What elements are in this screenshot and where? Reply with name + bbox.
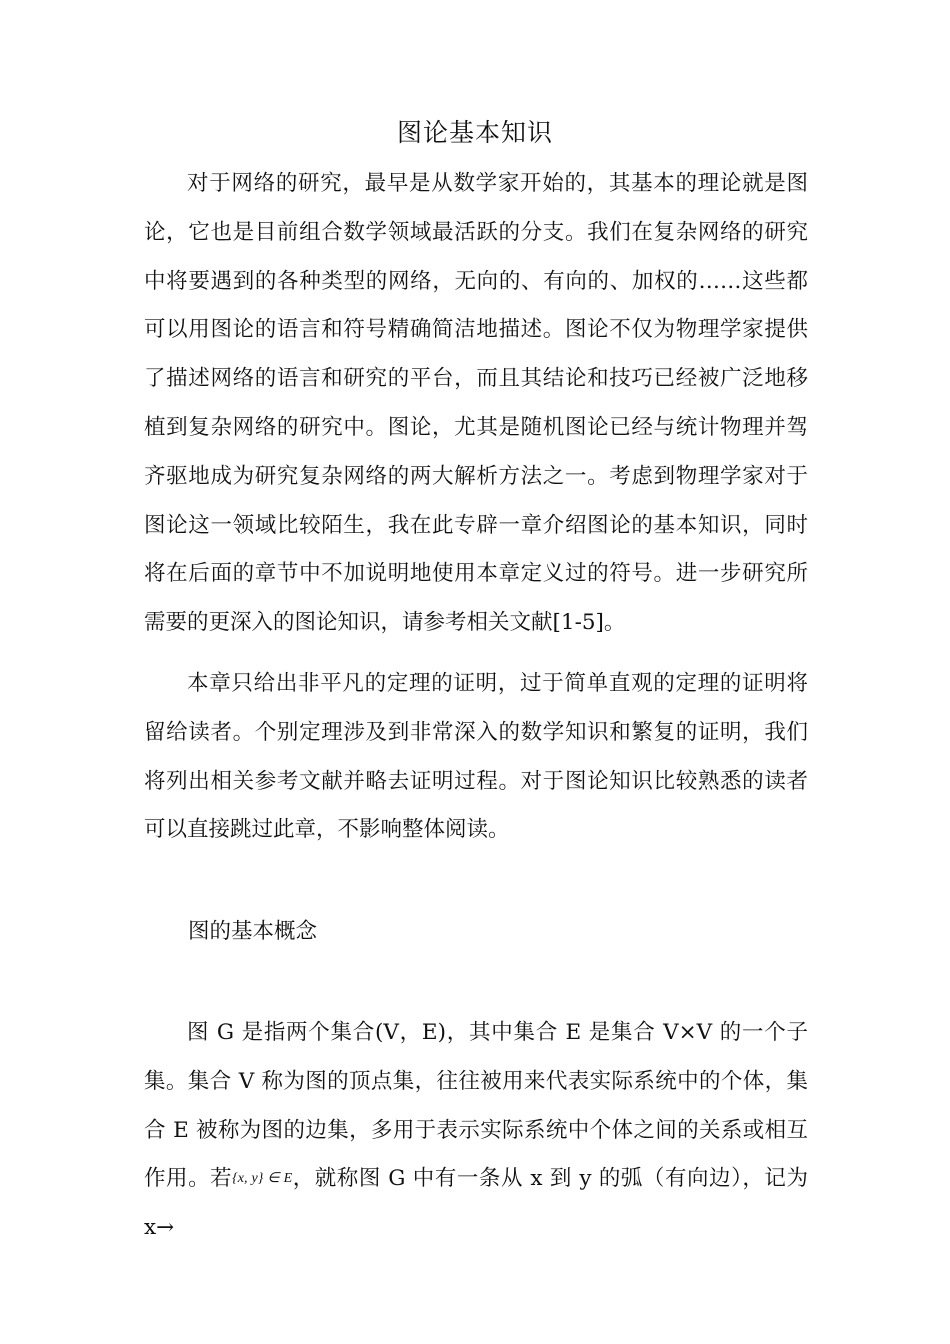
intro-paragraph-2: 本章只给出非平凡的定理的证明，过于简单直观的定理的证明将留给读者。个别定理涉及到非常深入的数学知识和繁复的证明，我们将列出相关参考文献并略去证明过程。对于图论知识比较熟悉的读者可以直接跳过此章，不影响整体阅读。 — [144, 671, 808, 843]
definition-paragraph — [144, 1009, 808, 1253]
document-title: 图论基本知识 — [396, 118, 553, 147]
section-heading: 图的基本概念 — [188, 919, 318, 944]
intro-paragraph-1: 对于网络的研究，最早是从数学家开始的，其基本的理论就是图论，它也是目前组合数学领域最活跃的分支。我们在复杂网络的研究中将要遇到的各种类型的网络，无向的、有向的、加权的……这些都可以用图论的语言和符号精确简洁地描述。图论不仅为物理学家提供了描述网络的语言和研究的平台，而且其结论和技巧已经被广泛地移植到复杂网络的研究中。图论，尤其是随机图论已经与统计物理并驾齐驱地成为研究复杂网络的两大解析方法之一。考虑到物理学家对于图论这一领域比较陌生，我在此专辟一章介绍图论的基本知识，同时将在后面的章节中不加说明地使用本章定义过的符号。进一步研究所需要的更深入的图论知识，请参考相关文献[1-5]。 — [144, 171, 808, 636]
definition-text-before-math: 图 G 是指两个集合(V，E)，其中集合 E 是集合 V×V 的一个子集。集合 V 称为图的顶点集，往往被用来代表实际系统中的个体，集合 E 被称为图的边集，多用于表示实际系统中个体之间的关系或相互作用。若 — [144, 1020, 808, 1192]
inline-math-expression: {x, y} ∈ E — [232, 1171, 293, 1187]
definition-text-after-math: ，就称图 G 中有一条从 x 到 y 的弧（有向边），记为 x→ — [144, 1166, 808, 1241]
